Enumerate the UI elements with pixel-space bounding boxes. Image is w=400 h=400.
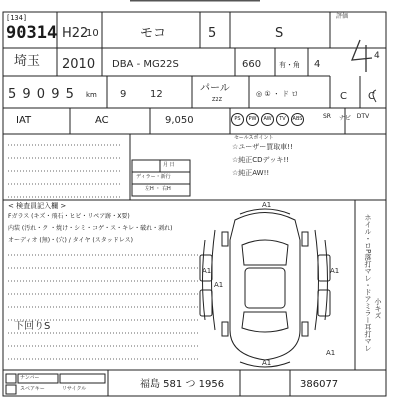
inspection-year: 9 <box>120 89 127 100</box>
footer-label-recycle: リサイクル <box>62 386 87 392</box>
damage-mark: A1 <box>330 267 340 275</box>
damage-mark: A1 <box>214 281 224 289</box>
damage-mark: A1 <box>202 267 212 275</box>
footer-label-number: ナンバー <box>20 375 40 381</box>
damage-mark: A1 <box>326 349 336 357</box>
lot-number: 90314 <box>6 23 58 43</box>
doors: 4 <box>314 59 321 70</box>
side-note-2: 小キズ <box>374 298 382 319</box>
grade: S <box>275 26 284 41</box>
chassis-number: 386077 <box>300 379 339 390</box>
steer-label: 左H ・ 右H <box>145 186 171 192</box>
prefecture: 埼玉 <box>14 54 41 69</box>
side-note: ホイル・ロP落打マレ・ドアミラー耳打マレ <box>364 214 372 352</box>
fuel-label: 有・角 <box>279 61 300 69</box>
year-sub: 10 <box>86 28 99 39</box>
right-tags <box>318 113 372 122</box>
score-value: 4 <box>374 51 380 61</box>
option-list <box>231 113 305 126</box>
inspection-line-3: オーディオ (無)・(穴) / タイヤ (スタッドレス) <box>8 237 133 244</box>
model-name: モコ <box>140 26 167 41</box>
score-label: 評価 <box>336 13 349 20</box>
ac: AC <box>95 115 109 126</box>
mileage-unit: km <box>86 91 97 99</box>
option-aw: AW <box>261 113 274 126</box>
price: 9,050 <box>165 115 194 126</box>
inspection-title: < 検査員記入欄 > <box>8 202 67 210</box>
color-code: Z2Z <box>212 97 223 103</box>
transmission: IAT <box>16 115 32 126</box>
note-line-2: ☆純正CDデッキ!! <box>232 156 290 164</box>
tag-navi: ナビ <box>338 115 351 122</box>
damage-mark: A1 <box>262 201 272 209</box>
unit-label: 月 日 <box>163 162 175 168</box>
option-pw: PW <box>246 113 259 126</box>
model-code: DBA - MG22S <box>112 59 179 70</box>
year: 2010 <box>62 57 96 72</box>
displacement: 660 <box>242 59 262 70</box>
option-abs: ABS <box>291 113 304 126</box>
color: パール <box>200 83 230 94</box>
lot-tag: [134] <box>6 14 28 22</box>
footer-label-spare: スペアキー <box>20 386 45 392</box>
equip-c2: C <box>368 91 375 102</box>
note-line-3: ☆純正AW!! <box>232 169 270 177</box>
plate-number: 福島 581 つ 1956 <box>140 379 225 390</box>
tag-sr: SR <box>323 113 331 120</box>
year-code: H22 <box>62 26 89 41</box>
inspection-month: 12 <box>150 89 163 100</box>
equip-c1: C <box>340 91 347 102</box>
dealer-label: ディラー・新行 <box>136 174 171 180</box>
seats: 5 <box>208 26 217 41</box>
note-line-1: ☆ユーザー買取車!! <box>232 143 293 151</box>
tag-dtv: DTV <box>356 113 370 120</box>
equip-marks: ◎ ① ・ ド ロ <box>256 90 299 98</box>
damage-mark: A1 <box>262 359 272 367</box>
inspection-line-1: Fガラス (キズ・飛石・ヒビ・リペア跡・X要) <box>8 213 130 220</box>
mileage: 5 9 0 9 5 <box>8 87 75 102</box>
inspection-handwritten: 下回りS <box>14 321 51 332</box>
option-ps: PS <box>231 113 244 126</box>
sales-point-label: セールスポイント <box>234 135 274 141</box>
option-tv: TV <box>276 113 289 126</box>
inspection-line-2: 内装 (汚れ・ク ・焼け・シミ・コゲ・ス・キレ・破れ・剥れ) <box>8 225 173 232</box>
